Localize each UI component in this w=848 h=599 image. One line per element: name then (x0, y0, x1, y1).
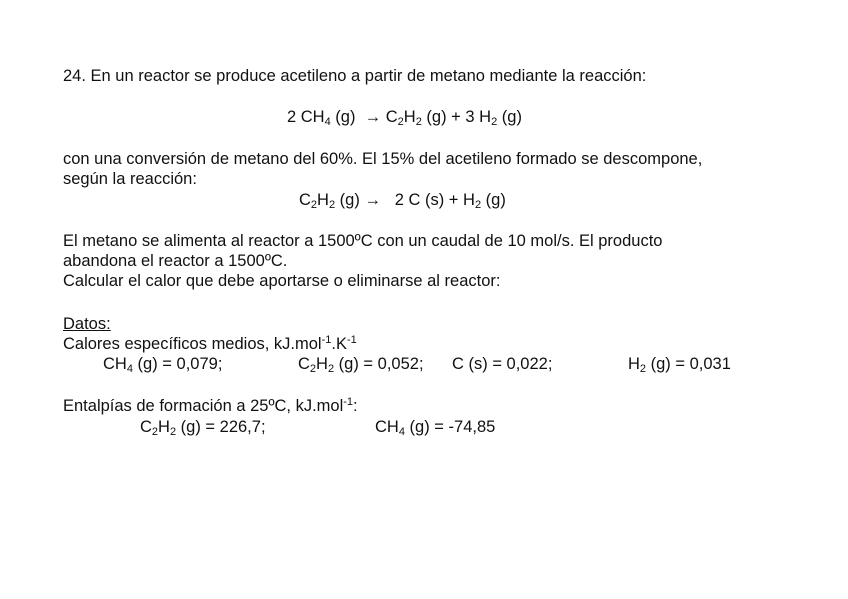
cp-c2h2: $C_2H_2$ (g) = 0,052; (298, 355, 424, 375)
question-line: Calcular el calor que debe aportarse o eliminarse al reactor: (63, 272, 501, 290)
cp-c: C (s) = 0,022; (452, 355, 553, 373)
cp-h2: $H_2$ (g) = 0,031 (628, 355, 731, 375)
feed-line-1: El metano se alimenta al reactor a 1500ºC con un caudal de 10 mol/s. El producto (63, 232, 663, 250)
reaction-1: 2 $CH_4$ $(g) \to C_2H_2$ (g) + 3 $H_2$ (g) (287, 108, 522, 128)
cp-ch4: $CH_4$ (g) = 0,079; (103, 355, 223, 375)
reaction-2: $C_2H_2$ (g) → 2 C $(s) + H_2$ (g) (299, 191, 506, 211)
conversion-line-1: con una conversión de metano del 60%. El 15% del acetileno formado se descompone, (63, 150, 703, 168)
cp-label: Calores específicos medios, $kJ.mol^{-1}.K^{-1}$ (63, 334, 357, 353)
hf-ch4: $CH_4$ (g) = -74,85 (375, 418, 496, 438)
datos-heading: Datos: (63, 315, 111, 333)
problem-intro: 24. En un reactor se produce acetileno a partir de metano mediante la reacción: (63, 67, 647, 85)
reaction-arrow: → (364, 191, 381, 209)
reaction-arrow: → (364, 108, 382, 126)
feed-line-2: abandona el reactor a 1500ºC. (63, 252, 288, 270)
conversion-line-2: según la reacción: (63, 170, 197, 188)
hf-c2h2: $C_2H_2$ (g) = 226,7; (140, 418, 266, 438)
hf-label: Entalpías de formación a 25ºC, kJ.mol$^{-1}$: (63, 396, 358, 415)
